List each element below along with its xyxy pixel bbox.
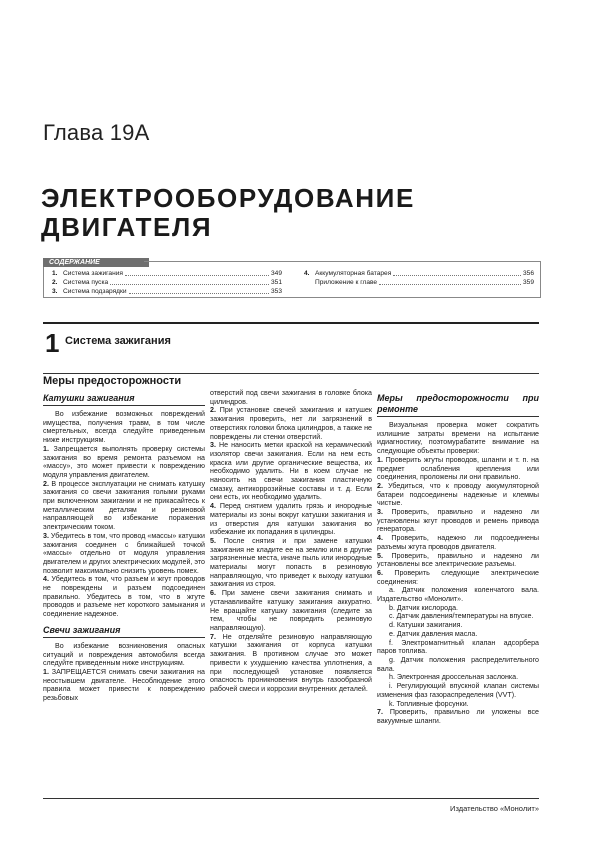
list-item — [377, 552, 539, 569]
toc-entry[interactable] — [52, 269, 282, 278]
item-number: 7. — [210, 632, 216, 641]
title-line-2: ДВИГАТЕЛЯ — [41, 212, 213, 242]
item-text: В процессе эксплуатации не снимать катушку зажигания со свечи зажигания голыми руками при включенном зажигании и не прикасайтесь к металлическим деталям и резиновой направляющей во избежание поражения электрическим током. — [43, 479, 205, 532]
item-text: Проверить, правильно и надежно ли установлены жгут проводов и ремень привода генератора. — [377, 508, 539, 534]
item-number: 2. — [43, 479, 49, 488]
item-number: 2. — [210, 406, 216, 415]
sub-item: f. Электромагнитный клапан адсорбера паров топлива. — [377, 638, 539, 656]
paragraph: Во избежание возникновения опасных ситуаций и повреждения автомобиля всегда следуйте приведенным ниже инструкциям. — [43, 641, 205, 668]
item-text: Убедитесь в том, что провод «массы» катушки зажигания соединен с ближайшей точкой «массы» отдельно от модуля управления двигателем и других электрических модулей, это позволит максимально снизить уровень помех. — [43, 531, 205, 575]
toc-entry-label: Система подзарядки — [63, 288, 127, 295]
list-item — [210, 441, 372, 502]
item-text: Проверить, правильно ли уложены все вакуумные шланги. — [377, 708, 539, 725]
item-text: Проверить, правильно и надежно ли установлены все электрические разъемы. — [377, 551, 539, 569]
publisher-footer: Издательство «Монолит» — [450, 804, 539, 813]
item-number: 1. — [43, 444, 49, 453]
item-text: Проверить следующие электрические соединения: — [377, 568, 539, 586]
toc-entry[interactable] — [52, 278, 282, 287]
item-number: 2. — [377, 481, 383, 490]
paragraph: Во избежание возможных повреждений имущества, получения травм, в том числе смертельных, всегда следуйте приведенным ниже инструкциям. — [43, 410, 205, 445]
toc-entry-number: 4. — [304, 270, 310, 277]
text-column-2 — [210, 389, 372, 694]
toc-entry-page: 351 — [270, 279, 282, 286]
item-text: Запрещается выполнять проверку системы зажигания во время ремонта разъемом на «массу», это может привести к повреждению модуля управления двигателем. — [43, 444, 205, 479]
item-number: 3. — [210, 441, 216, 450]
item-text: При установке свечей зажигания и катушек зажигания проверить, нет ли загрязнений в отверстиях головки блока цилиндров, а также не повреждены ли стенки отверстий. — [210, 406, 372, 441]
item-text: Проверить жгуты проводов, шланги и т. п. на предмет ослабления крепления или соединения, проложены ли они правильно. — [377, 455, 539, 482]
toc-entry-label: Аккумуляторная батарея — [315, 270, 392, 277]
title-line-1: ЭЛЕКТРООБОРУДОВАНИЕ — [41, 183, 415, 213]
toc-entry-page: 353 — [270, 288, 282, 295]
section-number: 1 — [45, 328, 60, 358]
list-item — [377, 482, 539, 508]
toc-entry-page: 349 — [270, 270, 282, 277]
list-item — [377, 569, 539, 586]
sub-item: g. Датчик положения распределительного вала. — [377, 655, 539, 673]
toc-entry[interactable] — [52, 287, 282, 296]
toc-leader-dots — [110, 278, 269, 285]
paragraph: отверстий под свечи зажигания в головке блока цилиндров. — [210, 389, 372, 406]
item-number: 4. — [210, 502, 216, 511]
item-text: После снятия и при замене катушки зажигания не кладите ее на землю или в другие загрязненные места, иначе пыль или инородные материалы могут попасть в резиновую направляющую, что приведет к выходу катушки зажигания из строя. — [210, 536, 372, 589]
item-number: 7. — [377, 708, 383, 717]
page-title — [41, 184, 561, 242]
item-text: Не наносить метки краской на керамический изолятор свечи зажигания. Если на нем есть краска или другие органические вещества, их необходимо удалить. Ни в коем случае не наносить на свечи зажигания пластичную смазку, антикоррозийные составы и т. д. Если они есть, их необходимо удалить. — [210, 441, 372, 502]
toc-top-rule — [144, 261, 541, 262]
item-text: Проверить, надежно ли подсоединены разъемы жгута проводов двигателя. — [377, 534, 539, 551]
sub-item: k. Топливные форсунки. — [389, 699, 469, 708]
item-number: 1. — [43, 667, 49, 676]
item-number: 1. — [377, 455, 383, 464]
sub-item: e. Датчик давления масла. — [389, 629, 478, 638]
item-text: Перед снятием удалить грязь и инородные материалы из зоны вокруг катушки зажигания и из отверстия для катушки зажигания во избежание их попадания в цилиндры. — [210, 502, 372, 537]
list-item — [377, 456, 539, 482]
toc-entry-number — [304, 278, 315, 287]
item-text: ЗАПРЕЩАЕТСЯ снимать свечи зажигания на неостывшем двигателе. Несоблюдение этого правила может привести к повреждению резьбовых — [43, 667, 205, 703]
toc-entry-label: Система пуска — [63, 279, 109, 286]
section-title: Система зажигания — [65, 335, 171, 347]
item-text: Убедиться, что к проводу аккумуляторной батареи подсоединены надежные и клеммы чистые. — [377, 481, 539, 508]
table-of-contents — [43, 261, 541, 298]
sub-item: b. Датчик кислорода. — [389, 603, 459, 612]
text-column-3 — [377, 391, 539, 726]
list-item — [43, 480, 205, 532]
section-rule — [43, 322, 539, 324]
chapter-label: Глава 19А — [43, 120, 150, 145]
sub-item: h. Электронная дроссельная заслонка. — [389, 673, 519, 682]
item-number: 5. — [377, 551, 383, 560]
item-number: 6. — [210, 589, 216, 598]
toc-leader-dots — [125, 269, 269, 276]
sub-item: i. Регулирующий впускной клапан системы изменения фаз газораспределения (VVT). — [377, 682, 539, 699]
list-item — [210, 537, 372, 589]
toc-leader-dots — [129, 287, 269, 294]
list-item — [377, 508, 539, 534]
toc-entry[interactable] — [304, 269, 534, 278]
sub-item: d. Катушки зажигания. — [389, 621, 463, 630]
sub-item: c. Датчик давления/температуры на впуске. — [389, 612, 534, 621]
toc-entry-number: 2. — [52, 279, 58, 286]
list-item — [377, 534, 539, 551]
toc-entry-label: Система зажигания — [63, 270, 123, 277]
section-header — [43, 322, 539, 362]
sub-item: a. Датчик положения коленчатого вала. Издательство «Монолит». — [377, 586, 539, 604]
list-item — [43, 532, 205, 576]
heading-ignition-coils: Катушки зажигания — [43, 393, 205, 406]
toc-column-right — [304, 269, 534, 287]
subsection-rule — [43, 373, 539, 374]
item-text: Не отделяйте резиновую направляющую катушки зажигания от корпуса катушки зажигания. В противном случае это может привести к ухудшению качества уплотнения, а при последующей установке появляется опасность проникновения внутрь газообразной рабочей смеси и коррозии внутренних деталей. — [210, 632, 372, 693]
toc-heading: СОДЕРЖАНИЕ — [43, 258, 149, 267]
item-text: При замене свечи зажигания снимать и устанавливайте катушку зажигания аккуратно. Не вращайте катушку зажигания (следите за тем, чтобы не повредить резиновую направляющую). — [210, 589, 372, 632]
list-item — [210, 502, 372, 537]
list-item — [43, 445, 205, 480]
subsection-title: Меры предосторожности — [43, 375, 182, 387]
item-number: 3. — [377, 508, 383, 517]
heading-spark-plugs: Свечи зажигания — [43, 625, 205, 638]
item-number: 3. — [43, 531, 49, 540]
toc-entry-number: 3. — [52, 288, 58, 295]
toc-entry-label: Приложение к главе — [315, 279, 378, 286]
paragraph: Визуальная проверка может сократить излишние затраты времени на испытание идиагностику, поэтомурабатите внимание на следующие объекты проверки: — [377, 421, 539, 456]
item-number: 4. — [43, 575, 49, 584]
toc-column-left — [52, 269, 282, 296]
text-column-1 — [43, 391, 205, 703]
heading-repair-precautions: Меры предосторожности при ремонте — [377, 393, 539, 417]
list-item — [210, 589, 372, 633]
item-number: 4. — [377, 534, 383, 543]
item-text: Убедитесь в том, что разъем и жгут проводов не повреждены и разъем подсоединен правильно. Убедитесь в том, что в жгуте проводов и разъеме нет короткого замыкания и соединение надежное. — [43, 575, 205, 619]
list-item — [210, 633, 372, 694]
toc-entry[interactable] — [304, 278, 534, 287]
list-item — [377, 708, 539, 725]
toc-entry-page: 359 — [522, 279, 534, 286]
toc-leader-dots — [379, 278, 521, 285]
toc-entry-number: 1. — [52, 270, 58, 277]
item-number: 5. — [210, 536, 216, 545]
list-item — [43, 668, 205, 703]
item-number: 6. — [377, 568, 383, 577]
toc-leader-dots — [393, 269, 521, 276]
footer-rule — [43, 798, 539, 799]
list-item — [43, 575, 205, 619]
list-item — [210, 406, 372, 441]
toc-entry-page: 356 — [522, 270, 534, 277]
